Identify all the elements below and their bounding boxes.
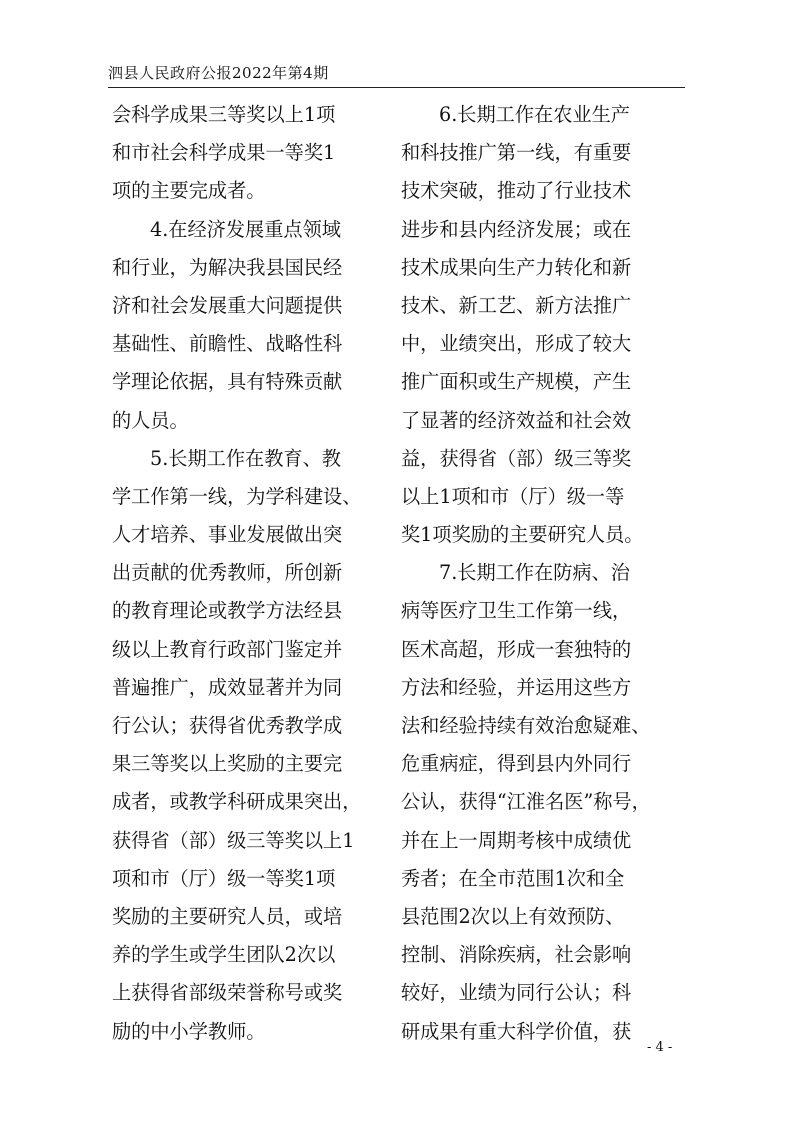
text-line: 技术突破，推动了行业技术 [401,179,632,203]
page-header-title: 泗县人民政府公报2022年第4期 [108,64,329,82]
text-line: 法和经验持续有效治愈疑难、 [401,714,651,737]
text-line: 人才培养、事业发展做出突 [112,523,343,547]
text-line: 级以上教育行政部门鉴定并 [112,637,343,661]
text-line: 进步和县内经济发展；或在 [401,217,632,241]
text-line: 4.在经济发展重点领域 [150,217,341,241]
text-line: 学工作第一线，为学科建设、 [112,484,362,508]
text-line: 普遍推广，成效显著并为同 [112,675,343,699]
text-line: 学理论依据，具有特殊贡献 [112,370,343,394]
text-line: 以上1项和市（厅）级一等 [401,484,625,508]
text-line: 的教育理论或教学方法经县 [112,599,343,623]
text-line: 研成果有重大科学价值，获 [401,1019,632,1043]
text-line: 果三等奖以上奖励的主要完 [112,752,343,776]
text-line: 奖1项奖励的主要研究人员。 [401,523,644,547]
text-line: 推广面积或生产规模，产生 [401,370,632,394]
text-line: 中，业绩突出，形成了较大 [401,332,632,356]
text-line: 项的主要完成者。 [112,179,266,203]
text-line: 病等医疗卫生工作第一线， [401,599,632,623]
text-line: 和市社会科学成果一等奖1 [112,141,336,165]
right-text-column [401,96,683,1051]
text-line: 7.长期工作在防病、治 [439,561,630,585]
text-line: 的人员。 [112,408,189,432]
text-line: 济和社会发展重大问题提供 [112,293,343,317]
text-line: 方法和经验，并运用这些方 [401,675,632,699]
text-line: 基础性、前瞻性、战略性科 [112,332,343,356]
text-line: 获得省（部）级三等奖以上1 [112,828,355,852]
text-line: 危重病症，得到县内外同行 [401,752,632,776]
text-line: 会科学成果三等奖以上1项 [112,103,336,126]
left-text-column [112,96,394,1051]
text-line: 5.长期工作在教育、教 [150,446,341,470]
text-line: 技术成果向生产力转化和新 [401,255,632,279]
header-divider [108,87,685,88]
text-line: 奖励的主要研究人员，或培 [112,904,343,928]
page-number: - 4 - [647,1040,673,1055]
text-line: 出贡献的优秀教师，所创新 [112,561,343,585]
text-line: 和行业，为解决我县国民经 [112,255,343,279]
text-line: 县范围2次以上有效预防、 [401,904,625,928]
text-line: 技术、新工艺、新方法推广 [401,293,632,317]
text-line: 秀者；在全市范围1次和全 [401,866,625,890]
text-line: 成者，或教学科研成果突出， [112,790,362,814]
text-line: 益，获得省（部）级三等奖 [401,446,632,470]
text-line: 并在上一周期考核中成绩优 [401,828,632,852]
text-line: 控制、消除疾病，社会影响 [401,943,632,967]
text-line: 和科技推广第一线，有重要 [401,141,632,165]
text-line: 项和市（厅）级一等奖1项 [112,866,336,890]
text-line: 励的中小学教师。 [112,1019,266,1043]
text-line: 行公认；获得省优秀教学成 [112,714,343,737]
text-line: 较好，业绩为同行公认；科 [401,981,632,1005]
text-line: 养的学生或学生团队2次以 [112,943,336,967]
text-line: 公认，获得“江淮名医”称号， [401,790,651,814]
text-line: 上获得省部级荣誉称号或奖 [112,981,343,1005]
text-line: 6.长期工作在农业生产 [439,103,630,126]
text-line: 医术高超，形成一套独特的 [401,637,632,661]
text-line: 了显著的经济效益和社会效 [401,408,632,432]
